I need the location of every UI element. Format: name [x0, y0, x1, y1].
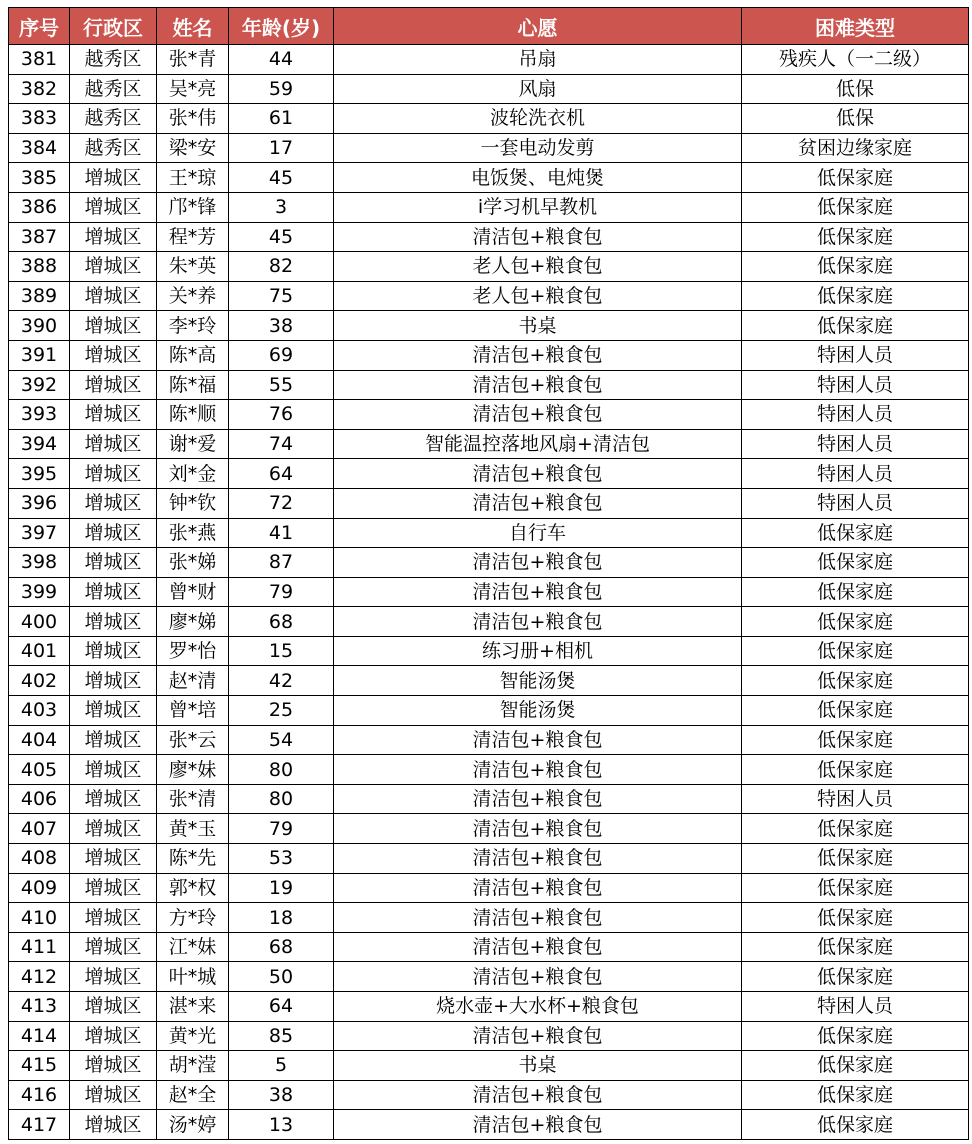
cell-age: 68 — [229, 607, 334, 637]
cell-hardship-type: 低保家庭 — [742, 932, 969, 962]
wish-list-table — [8, 7, 969, 1140]
table-row — [9, 488, 969, 518]
table-row — [9, 1080, 969, 1110]
cell-name: 郭*权 — [157, 873, 229, 903]
cell-name: 程*芳 — [157, 222, 229, 252]
cell-hardship-type: 特困人员 — [742, 340, 969, 370]
cell-age: 79 — [229, 577, 334, 607]
cell-district: 增城区 — [70, 755, 157, 785]
table-row — [9, 903, 969, 933]
cell-age: 41 — [229, 518, 334, 548]
table-row — [9, 311, 969, 341]
cell-serial-number: 413 — [9, 992, 70, 1022]
cell-age: 17 — [229, 133, 334, 163]
cell-wish: 烧水壶+大水杯+粮食包 — [334, 992, 742, 1022]
cell-name: 罗*怡 — [157, 636, 229, 666]
cell-wish: 清洁包+粮食包 — [334, 548, 742, 578]
cell-wish: 吊扇 — [334, 45, 742, 75]
cell-name: 李*玲 — [157, 311, 229, 341]
table-row — [9, 400, 969, 430]
cell-hardship-type: 低保家庭 — [742, 666, 969, 696]
cell-wish: 清洁包+粮食包 — [334, 1021, 742, 1051]
cell-hardship-type: 特困人员 — [742, 459, 969, 489]
cell-wish: 清洁包+粮食包 — [334, 784, 742, 814]
cell-hardship-type: 低保家庭 — [742, 814, 969, 844]
cell-hardship-type: 特困人员 — [742, 992, 969, 1022]
cell-district: 增城区 — [70, 607, 157, 637]
cell-wish: 清洁包+粮食包 — [334, 903, 742, 933]
cell-name: 方*玲 — [157, 903, 229, 933]
cell-serial-number: 393 — [9, 400, 70, 430]
cell-wish: 清洁包+粮食包 — [334, 755, 742, 785]
cell-serial-number: 381 — [9, 45, 70, 75]
cell-serial-number: 409 — [9, 873, 70, 903]
cell-name: 钟*钦 — [157, 488, 229, 518]
cell-age: 53 — [229, 844, 334, 874]
cell-district: 增城区 — [70, 1110, 157, 1140]
cell-serial-number: 417 — [9, 1110, 70, 1140]
cell-district: 增城区 — [70, 370, 157, 400]
table-row — [9, 814, 969, 844]
cell-name: 湛*来 — [157, 992, 229, 1022]
cell-hardship-type: 低保家庭 — [742, 163, 969, 193]
cell-hardship-type: 低保家庭 — [742, 577, 969, 607]
cell-district: 增城区 — [70, 932, 157, 962]
cell-district: 增城区 — [70, 577, 157, 607]
cell-serial-number: 403 — [9, 696, 70, 726]
cell-wish: 清洁包+粮食包 — [334, 725, 742, 755]
cell-serial-number: 399 — [9, 577, 70, 607]
cell-district: 增城区 — [70, 1080, 157, 1110]
cell-name: 梁*安 — [157, 133, 229, 163]
table-row — [9, 784, 969, 814]
table-row — [9, 1021, 969, 1051]
cell-name: 吴*亮 — [157, 74, 229, 104]
table-body — [9, 45, 969, 1140]
cell-serial-number: 411 — [9, 932, 70, 962]
cell-serial-number: 408 — [9, 844, 70, 874]
cell-age: 76 — [229, 400, 334, 430]
cell-hardship-type: 低保家庭 — [742, 903, 969, 933]
table-row — [9, 992, 969, 1022]
table-row — [9, 577, 969, 607]
cell-age: 80 — [229, 755, 334, 785]
cell-age: 5 — [229, 1051, 334, 1081]
cell-hardship-type: 特困人员 — [742, 400, 969, 430]
cell-age: 18 — [229, 903, 334, 933]
cell-wish: 清洁包+粮食包 — [334, 370, 742, 400]
cell-serial-number: 382 — [9, 74, 70, 104]
cell-age: 75 — [229, 281, 334, 311]
cell-district: 增城区 — [70, 311, 157, 341]
cell-wish: 智能汤煲 — [334, 666, 742, 696]
cell-wish: 自行车 — [334, 518, 742, 548]
table-row — [9, 844, 969, 874]
cell-name: 张*清 — [157, 784, 229, 814]
cell-district: 增城区 — [70, 163, 157, 193]
cell-hardship-type: 特困人员 — [742, 784, 969, 814]
cell-age: 59 — [229, 74, 334, 104]
table-row — [9, 932, 969, 962]
table-row — [9, 1110, 969, 1140]
table-row — [9, 696, 969, 726]
cell-wish: 电饭煲、电炖煲 — [334, 163, 742, 193]
cell-district: 增城区 — [70, 1021, 157, 1051]
header-district: 行政区 — [70, 8, 157, 45]
cell-district: 增城区 — [70, 252, 157, 282]
table-row — [9, 548, 969, 578]
cell-name: 关*养 — [157, 281, 229, 311]
cell-district: 增城区 — [70, 459, 157, 489]
cell-age: 44 — [229, 45, 334, 75]
cell-hardship-type: 低保家庭 — [742, 518, 969, 548]
cell-serial-number: 389 — [9, 281, 70, 311]
table-row — [9, 252, 969, 282]
cell-name: 曾*培 — [157, 696, 229, 726]
cell-age: 15 — [229, 636, 334, 666]
table-row — [9, 873, 969, 903]
cell-district: 增城区 — [70, 400, 157, 430]
cell-district: 增城区 — [70, 844, 157, 874]
cell-serial-number: 415 — [9, 1051, 70, 1081]
cell-district: 增城区 — [70, 429, 157, 459]
table-row — [9, 45, 969, 75]
cell-age: 55 — [229, 370, 334, 400]
cell-wish: 清洁包+粮食包 — [334, 1110, 742, 1140]
cell-name: 廖*妹 — [157, 755, 229, 785]
cell-hardship-type: 低保 — [742, 74, 969, 104]
table-row — [9, 1051, 969, 1081]
cell-serial-number: 414 — [9, 1021, 70, 1051]
cell-hardship-type: 低保家庭 — [742, 252, 969, 282]
cell-name: 陈*高 — [157, 340, 229, 370]
cell-name: 叶*城 — [157, 962, 229, 992]
cell-serial-number: 412 — [9, 962, 70, 992]
cell-district: 增城区 — [70, 192, 157, 222]
wish-list-sheet — [8, 7, 968, 1140]
cell-name: 邝*锋 — [157, 192, 229, 222]
cell-hardship-type: 低保家庭 — [742, 1110, 969, 1140]
cell-name: 张*燕 — [157, 518, 229, 548]
table-row — [9, 459, 969, 489]
cell-name: 汤*婷 — [157, 1110, 229, 1140]
cell-district: 越秀区 — [70, 104, 157, 134]
cell-wish: 老人包+粮食包 — [334, 252, 742, 282]
cell-district: 增城区 — [70, 992, 157, 1022]
cell-district: 增城区 — [70, 518, 157, 548]
cell-hardship-type: 贫困边缘家庭 — [742, 133, 969, 163]
cell-hardship-type: 低保家庭 — [742, 696, 969, 726]
cell-age: 69 — [229, 340, 334, 370]
cell-name: 张*娣 — [157, 548, 229, 578]
cell-hardship-type: 残疾人（一二级） — [742, 45, 969, 75]
cell-age: 82 — [229, 252, 334, 282]
cell-serial-number: 398 — [9, 548, 70, 578]
cell-age: 42 — [229, 666, 334, 696]
table-row — [9, 370, 969, 400]
cell-district: 越秀区 — [70, 45, 157, 75]
cell-wish: 书桌 — [334, 1051, 742, 1081]
header-hardship-type: 困难类型 — [742, 8, 969, 45]
cell-district: 增城区 — [70, 962, 157, 992]
cell-hardship-type: 低保家庭 — [742, 636, 969, 666]
cell-name: 刘*金 — [157, 459, 229, 489]
cell-serial-number: 402 — [9, 666, 70, 696]
table-row — [9, 281, 969, 311]
cell-hardship-type: 特困人员 — [742, 488, 969, 518]
cell-name: 黄*玉 — [157, 814, 229, 844]
cell-serial-number: 387 — [9, 222, 70, 252]
cell-age: 54 — [229, 725, 334, 755]
cell-district: 增城区 — [70, 903, 157, 933]
cell-name: 张*青 — [157, 45, 229, 75]
cell-hardship-type: 低保家庭 — [742, 281, 969, 311]
cell-district: 越秀区 — [70, 74, 157, 104]
cell-hardship-type: 特困人员 — [742, 429, 969, 459]
cell-hardship-type: 低保家庭 — [742, 311, 969, 341]
cell-district: 增城区 — [70, 636, 157, 666]
cell-wish: 练习册+相机 — [334, 636, 742, 666]
table-row — [9, 518, 969, 548]
cell-district: 增城区 — [70, 666, 157, 696]
header-age: 年龄(岁) — [229, 8, 334, 45]
header-name: 姓名 — [157, 8, 229, 45]
cell-age: 50 — [229, 962, 334, 992]
cell-serial-number: 405 — [9, 755, 70, 785]
cell-hardship-type: 低保家庭 — [742, 1021, 969, 1051]
cell-wish: 清洁包+粮食包 — [334, 814, 742, 844]
cell-wish: 清洁包+粮食包 — [334, 962, 742, 992]
table-row — [9, 74, 969, 104]
cell-district: 增城区 — [70, 548, 157, 578]
cell-age: 45 — [229, 222, 334, 252]
cell-serial-number: 410 — [9, 903, 70, 933]
cell-age: 87 — [229, 548, 334, 578]
cell-wish: 清洁包+粮食包 — [334, 400, 742, 430]
cell-hardship-type: 低保家庭 — [742, 607, 969, 637]
cell-serial-number: 394 — [9, 429, 70, 459]
table-row — [9, 429, 969, 459]
cell-serial-number: 406 — [9, 784, 70, 814]
cell-serial-number: 392 — [9, 370, 70, 400]
cell-wish: 清洁包+粮食包 — [334, 488, 742, 518]
cell-wish: 清洁包+粮食包 — [334, 1080, 742, 1110]
cell-wish: 书桌 — [334, 311, 742, 341]
cell-district: 增城区 — [70, 696, 157, 726]
cell-wish: 清洁包+粮食包 — [334, 844, 742, 874]
cell-age: 85 — [229, 1021, 334, 1051]
cell-hardship-type: 低保家庭 — [742, 725, 969, 755]
cell-serial-number: 407 — [9, 814, 70, 844]
cell-hardship-type: 低保家庭 — [742, 548, 969, 578]
header-serial-number: 序号 — [9, 8, 70, 45]
cell-name: 胡*滢 — [157, 1051, 229, 1081]
cell-wish: 一套电动发剪 — [334, 133, 742, 163]
cell-age: 80 — [229, 784, 334, 814]
cell-hardship-type: 低保家庭 — [742, 222, 969, 252]
cell-serial-number: 383 — [9, 104, 70, 134]
cell-wish: 清洁包+粮食包 — [334, 459, 742, 489]
cell-age: 68 — [229, 932, 334, 962]
cell-serial-number: 388 — [9, 252, 70, 282]
cell-serial-number: 390 — [9, 311, 70, 341]
cell-district: 增城区 — [70, 873, 157, 903]
cell-age: 61 — [229, 104, 334, 134]
cell-serial-number: 416 — [9, 1080, 70, 1110]
cell-wish: 智能汤煲 — [334, 696, 742, 726]
cell-hardship-type: 低保家庭 — [742, 873, 969, 903]
table-row — [9, 607, 969, 637]
cell-serial-number: 395 — [9, 459, 70, 489]
cell-name: 陈*先 — [157, 844, 229, 874]
cell-name: 江*妹 — [157, 932, 229, 962]
cell-hardship-type: 低保 — [742, 104, 969, 134]
cell-serial-number: 404 — [9, 725, 70, 755]
table-row — [9, 133, 969, 163]
cell-district: 增城区 — [70, 488, 157, 518]
table-header-row — [9, 8, 969, 45]
cell-hardship-type: 特困人员 — [742, 370, 969, 400]
cell-hardship-type: 低保家庭 — [742, 755, 969, 785]
cell-serial-number: 397 — [9, 518, 70, 548]
cell-hardship-type: 低保家庭 — [742, 844, 969, 874]
cell-name: 廖*娣 — [157, 607, 229, 637]
cell-hardship-type: 低保家庭 — [742, 1080, 969, 1110]
cell-hardship-type: 低保家庭 — [742, 962, 969, 992]
cell-age: 45 — [229, 163, 334, 193]
cell-district: 增城区 — [70, 340, 157, 370]
cell-name: 张*伟 — [157, 104, 229, 134]
cell-name: 赵*清 — [157, 666, 229, 696]
cell-name: 曾*财 — [157, 577, 229, 607]
cell-wish: 清洁包+粮食包 — [334, 222, 742, 252]
cell-age: 72 — [229, 488, 334, 518]
cell-name: 黄*光 — [157, 1021, 229, 1051]
cell-age: 64 — [229, 992, 334, 1022]
cell-age: 3 — [229, 192, 334, 222]
cell-name: 谢*爱 — [157, 429, 229, 459]
cell-name: 赵*全 — [157, 1080, 229, 1110]
cell-wish: 波轮洗衣机 — [334, 104, 742, 134]
cell-wish: 清洁包+粮食包 — [334, 607, 742, 637]
cell-wish: 清洁包+粮食包 — [334, 932, 742, 962]
cell-wish: i学习机早教机 — [334, 192, 742, 222]
cell-name: 张*云 — [157, 725, 229, 755]
cell-serial-number: 386 — [9, 192, 70, 222]
table-row — [9, 192, 969, 222]
cell-hardship-type: 低保家庭 — [742, 1051, 969, 1081]
table-row — [9, 104, 969, 134]
cell-serial-number: 384 — [9, 133, 70, 163]
cell-district: 增城区 — [70, 222, 157, 252]
cell-wish: 老人包+粮食包 — [334, 281, 742, 311]
cell-name: 陈*顺 — [157, 400, 229, 430]
cell-wish: 清洁包+粮食包 — [334, 873, 742, 903]
table-row — [9, 163, 969, 193]
cell-serial-number: 385 — [9, 163, 70, 193]
cell-age: 13 — [229, 1110, 334, 1140]
cell-district: 越秀区 — [70, 133, 157, 163]
cell-wish: 清洁包+粮食包 — [334, 340, 742, 370]
cell-name: 陈*福 — [157, 370, 229, 400]
table-row — [9, 636, 969, 666]
table-row — [9, 755, 969, 785]
table-row — [9, 340, 969, 370]
table-row — [9, 222, 969, 252]
cell-district: 增城区 — [70, 1051, 157, 1081]
table-row — [9, 666, 969, 696]
cell-age: 19 — [229, 873, 334, 903]
cell-district: 增城区 — [70, 281, 157, 311]
cell-age: 38 — [229, 311, 334, 341]
cell-name: 朱*英 — [157, 252, 229, 282]
cell-district: 增城区 — [70, 814, 157, 844]
cell-wish: 清洁包+粮食包 — [334, 577, 742, 607]
cell-age: 25 — [229, 696, 334, 726]
cell-age: 79 — [229, 814, 334, 844]
cell-serial-number: 401 — [9, 636, 70, 666]
cell-serial-number: 396 — [9, 488, 70, 518]
cell-serial-number: 391 — [9, 340, 70, 370]
cell-hardship-type: 低保家庭 — [742, 192, 969, 222]
cell-age: 64 — [229, 459, 334, 489]
cell-wish: 智能温控落地风扇+清洁包 — [334, 429, 742, 459]
cell-district: 增城区 — [70, 784, 157, 814]
cell-wish: 风扇 — [334, 74, 742, 104]
cell-district: 增城区 — [70, 725, 157, 755]
cell-name: 王*琼 — [157, 163, 229, 193]
header-wish: 心愿 — [334, 8, 742, 45]
table-row — [9, 725, 969, 755]
cell-serial-number: 400 — [9, 607, 70, 637]
cell-age: 74 — [229, 429, 334, 459]
table-row — [9, 962, 969, 992]
cell-age: 38 — [229, 1080, 334, 1110]
